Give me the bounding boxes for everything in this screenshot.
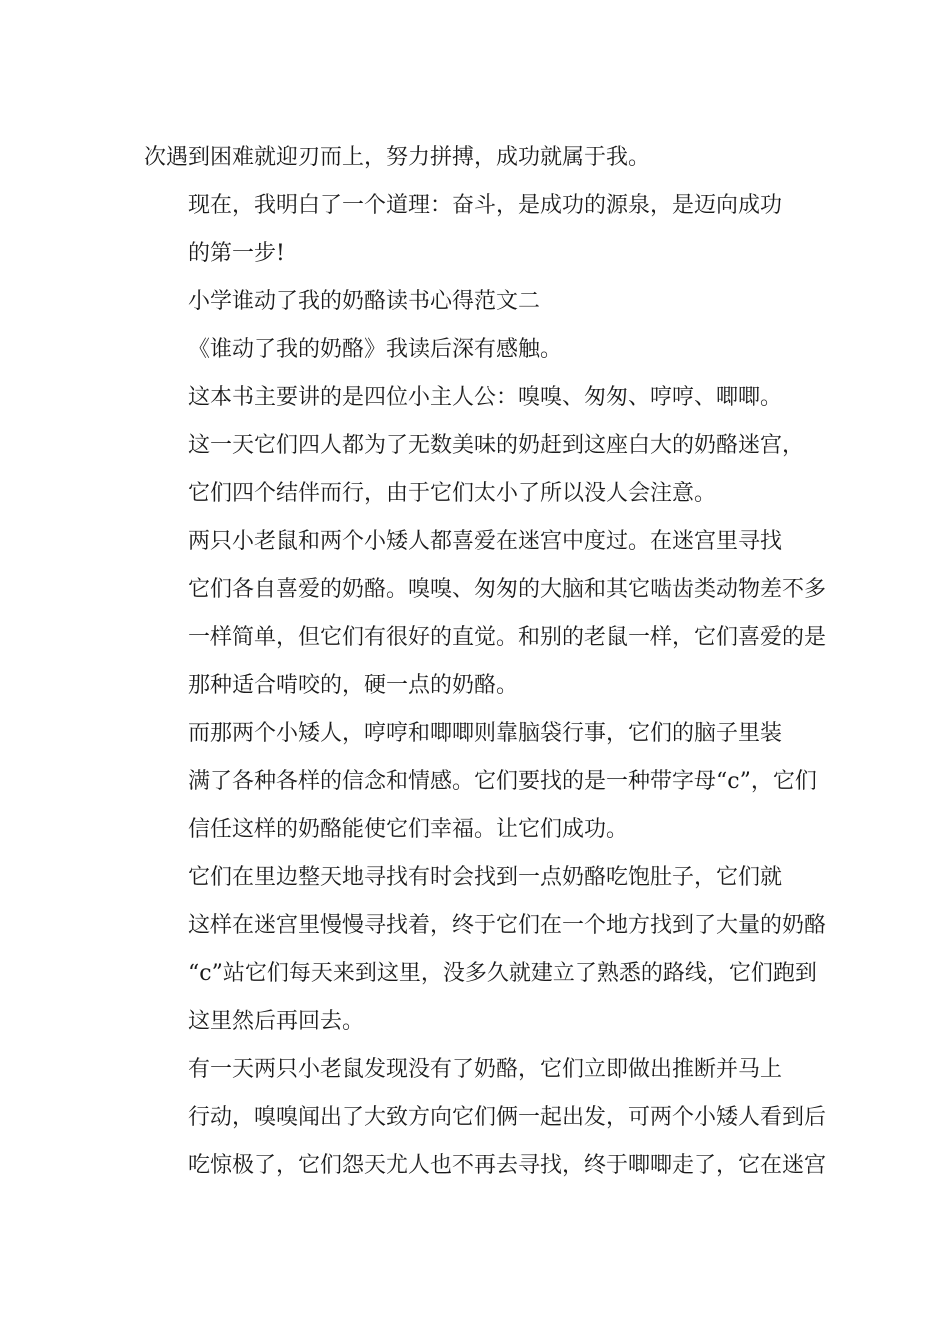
text-line: 它们在里边整天地寻找有时会找到一点奶酪吃饱肚子，它们就 (188, 865, 783, 890)
text-line: 信任这样的奶酪能使它们幸福。让它们成功。 (188, 817, 629, 842)
paragraph (144, 374, 810, 422)
text-line: 而那两个小矮人，哼哼和唧唧则靠脑袋行事，它们的脑子里装 (188, 721, 783, 746)
text-line: 《谁动了我的奶酪》我读后深有感触。 (188, 337, 563, 362)
paragraph (144, 710, 817, 854)
document-body (144, 134, 827, 1190)
text-line: 那种适合啃咬的，硬一点的奶酪。 (188, 673, 519, 698)
text-line: 这一天它们四人都为了无数美味的奶赶到这座白大的奶酪迷宫， (188, 433, 805, 458)
text-line: 有一天两只小老鼠发现没有了奶酪，它们立即做出推断并马上 (188, 1057, 783, 1082)
text-line: 两只小老鼠和两个小矮人都喜爱在迷宫中度过。在迷宫里寻找 (188, 529, 783, 554)
text-line: 它们各自喜爱的奶酪。嗅嗅、匆匆的大脑和其它啮齿类动物差不多 (188, 577, 827, 602)
text-line: 小学谁动了我的奶酪读书心得范文二 (188, 289, 541, 314)
text-line: 这样在迷宫里慢慢寻找着，终于它们在一个地方找到了大量的奶酪 (188, 913, 827, 938)
text-line: 一样简单，但它们有很好的直觉。和别的老鼠一样，它们喜爱的是 (188, 625, 827, 650)
paragraph (144, 1046, 827, 1190)
paragraph (144, 182, 810, 278)
text-line: 这里然后再回去。 (188, 1009, 365, 1034)
text-line: 满了各种各样的信念和情感。它们要找的是一种带字母“c”，它们 (188, 769, 817, 794)
paragraph (144, 278, 810, 326)
text-line: 它们四个结伴而行，由于它们太小了所以没人会注意。 (188, 481, 717, 506)
paragraph (144, 326, 810, 374)
text-line: 次遇到困难就迎刃而上，努力拼搏，成功就属于我。 (144, 145, 651, 170)
text-line: “c”站它们每天来到这里，没多久就建立了熟悉的路线，它们跑到 (188, 961, 817, 986)
paragraph (144, 854, 827, 1046)
paragraph (144, 422, 810, 518)
text-line: 行动，嗅嗅闻出了大致方向它们俩一起出发，可两个小矮人看到后 (188, 1105, 827, 1130)
paragraph (144, 134, 810, 182)
text-line: 这本书主要讲的是四位小主人公：嗅嗅、匆匆、哼哼、唧唧。 (188, 385, 783, 410)
text-line: 现在，我明白了一个道理：奋斗，是成功的源泉，是迈向成功 (188, 193, 783, 218)
text-line: 吃惊极了，它们怨天尤人也不再去寻找，终于唧唧走了，它在迷宫 (188, 1153, 827, 1178)
paragraph (144, 518, 827, 710)
text-line: 的第一步! (188, 241, 285, 266)
